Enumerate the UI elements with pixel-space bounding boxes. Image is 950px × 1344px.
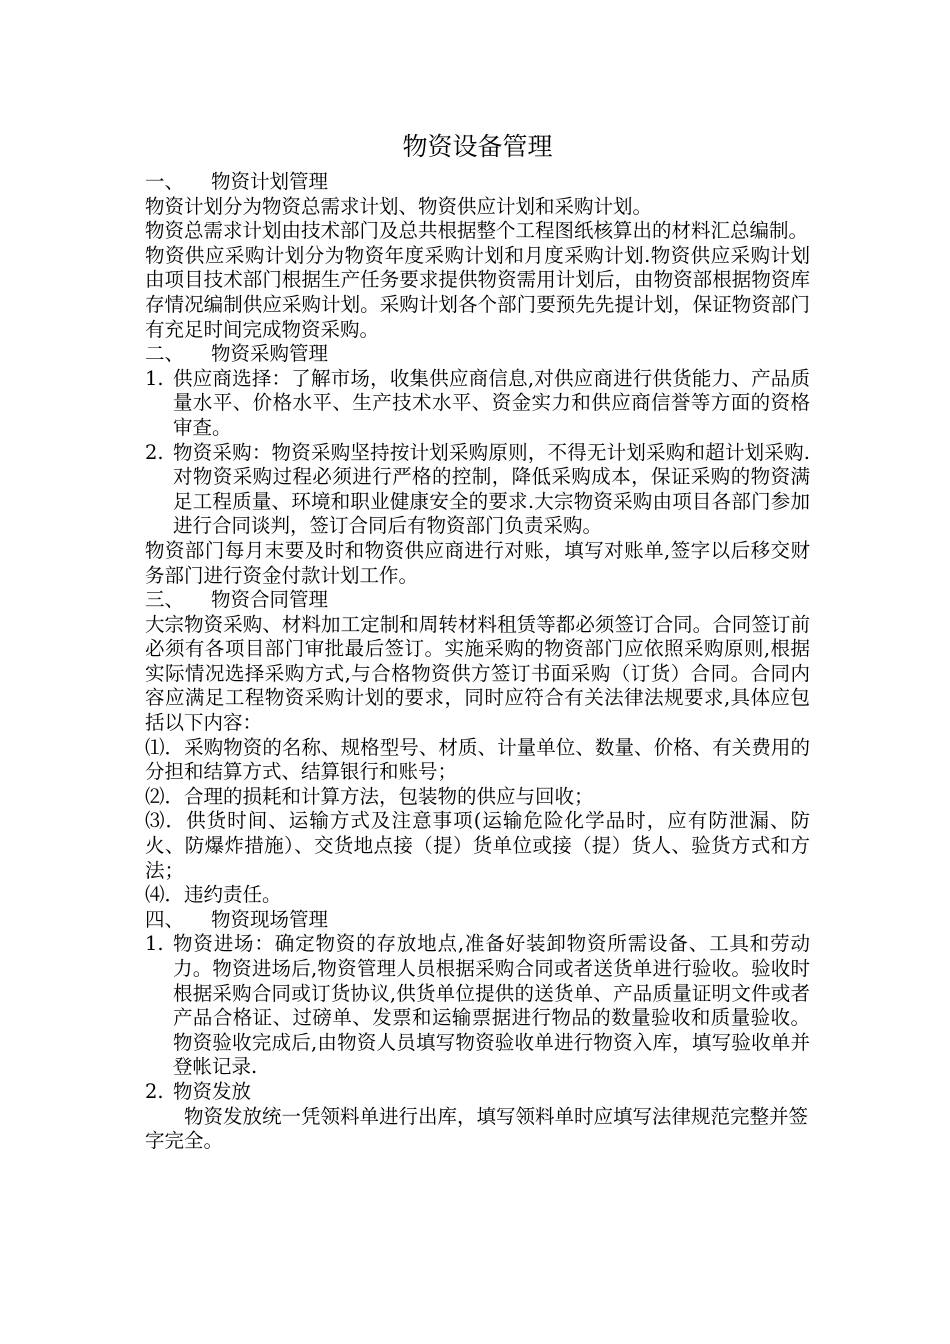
section-number: 二、 [145, 342, 185, 366]
section-number: 一、 [145, 170, 185, 193]
list-item-text: 物资发放 [173, 1079, 252, 1103]
numbered-list [145, 367, 810, 539]
section-title: 物资计划管理 [211, 170, 329, 193]
paragraph: 物资供应采购计划分为物资年度采购计划和月度采购计划.物资供应采购计划由项目技术部门根据生产任务要求提供物资需用计划后，由物资部根据物资库存情况编制供应采购计划。采购计划各个部门要预先先提计划，保证物资部门有充足时间完成物资采购。 [145, 243, 810, 341]
list-item-text: 供应商选择：了解市场，收集供应商信息,对供应商进行供货能力、产品质量水平、价格水平、生产技术水平、资金实力和供应商信誉等方面的资格审查。 [173, 366, 810, 439]
contract-clause: ⑵．合理的损耗和计算方法，包装物的供应与回收； [145, 784, 594, 808]
numbered-list [145, 932, 810, 1104]
paragraph: 物资发放统一凭领料单进行出库，填写领料单时应填写法律规范完整并签字完全。 [145, 1104, 809, 1153]
section-heading-1 [145, 170, 810, 195]
list-item [145, 367, 810, 441]
section-title: 物资合同管理 [211, 588, 329, 612]
contract-clause: ⑷．违约责任。 [145, 883, 282, 907]
document-title: 物资设备管理 [402, 132, 553, 161]
paragraph: 物资计划分为物资总需求计划、物资供应计划和采购计划。 [145, 194, 653, 218]
paragraph: 物资总需求计划由技术部门及总共根据整个工程图纸核算出的材料汇总编制。 [145, 219, 809, 243]
contract-clause: ⑶．供货时间、运输方式及注意事项(运输危险化学品时，应有防泄漏、防火、防爆炸措施）、交货地点接（提）货单位或接（提）货人、验货方式和方法； [145, 809, 810, 882]
list-item [145, 932, 810, 1080]
list-item-text: 物资进场：确定物资的存放地点,准备好装卸物资所需设备、工具和劳动力。物资进场后,物资管理人员根据采购合同或者送货单进行验收。验收时根据采购合同或订货协议,供货单位提供的送货单、产品质量证明文件或者产品合格证、过磅单、发票和运输票据进行物品的数量验收和质量验收。物资验收完成后,由物资人员填写物资验收单进行物资入库，填写验收单并登帐记录. [173, 932, 810, 1079]
list-marker: 2. [145, 440, 164, 464]
section-number: 三、 [145, 588, 185, 612]
section-number: 四、 [145, 907, 185, 931]
section-title: 物资现场管理 [211, 907, 329, 931]
section-heading-4 [145, 908, 810, 933]
paragraph: 物资部门每月末要及时和物资供应商进行对账，填写对账单,签字以后移交财务部门进行资金付款计划工作。 [145, 538, 810, 587]
paragraph: 大宗物资采购、材料加工定制和周转材料租赁等都必须签订合同。合同签订前必须有各项目部门审批最后签订。实施采购的物资部门应依照采购原则,根据实际情况选择采购方式,与合格物资供方签订书面采购（订货）合同。合同内容应满足工程物资采购计划的要求，同时应符合有关法律法规要求,具体应包括以下内容： [145, 612, 810, 735]
section-heading-2 [145, 342, 810, 367]
list-item [145, 441, 810, 539]
list-marker: 1. [145, 366, 164, 390]
list-item [145, 1080, 810, 1105]
section-heading-3 [145, 588, 810, 613]
list-marker: 1. [145, 932, 164, 956]
list-marker: 2. [145, 1079, 164, 1103]
section-title: 物资采购管理 [211, 342, 329, 366]
list-item-text: 物资采购：物资采购坚持按计划采购原则，不得无计划采购和超计划采购.对物资采购过程必须进行严格的控制，降低采购成本，保证采购的物资满足工程质量、环境和职业健康安全的要求.大宗物资采购由项目各部门参加进行合同谈判，签订合同后有物资部门负责采购。 [173, 440, 810, 538]
document-page [145, 130, 810, 1154]
contract-clause: ⑴．采购物资的名称、规格型号、材质、计量单位、数量、价格、有关费用的分担和结算方式、结算银行和账号； [145, 735, 810, 784]
